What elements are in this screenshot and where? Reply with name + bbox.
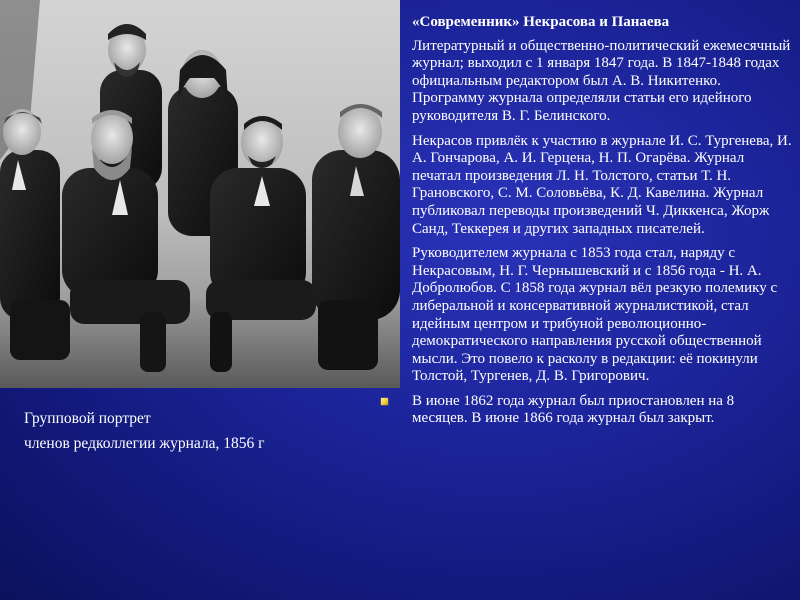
bullet-paragraph: В июне 1862 года журнал был приостановлен на 8 месяцев. В июне 1866 года журнал был закрыт. xyxy=(412,392,735,427)
square-bullet-icon xyxy=(381,398,388,405)
bullet-item xyxy=(412,393,792,428)
group-portrait-photo xyxy=(0,0,400,388)
slide-heading: «Современник» Некрасова и Панаева xyxy=(412,14,670,30)
text-column xyxy=(412,14,792,435)
paragraph-1: Литературный и общественно-политический ежемесячный журнал; выходил с 1 января 1847 года. В 1847-1848 годах официальным редактором был А. В. Никитенко. Программу журнала определяли статьи его идейного руководителя В. Г. Белинского. xyxy=(412,37,791,124)
caption-line-1: Групповой портрет xyxy=(24,410,151,427)
paragraph-3: Руководителем журнала с 1853 года стал, наряду с Некрасовым, Н. Г. Чернышевский и с 1856 года - Н. А. Добролюбов. С 1858 года журнал вёл резкую полемику с либеральной и консервативной журналистикой, стал идейным центром и трибуной революционно-демократического направления русской общественной мысли. Это повело к расколу в редакции: её покинули Толстой, Тургенев, Д. В. Григорович. xyxy=(412,245,778,385)
group-portrait-illustration xyxy=(0,0,400,388)
photo-caption xyxy=(24,406,384,456)
caption-line-2: членов редколлегии журнала, 1856 г xyxy=(24,435,265,452)
paragraph-2: Некрасов привлёк к участию в журнале И. С. Тургенева, И. А. Гончарова, А. И. Герцена, Н. П. Огарёва. Журнал печатал произведения Л. Н. Толстого, статьи Т. Н. Грановского, С. М. Соловьёва, К. Д. Кавелина. Журнал публиковал переводы произведений Ч. Диккенса, Жорж Санд, Теккерея и других западных писателей. xyxy=(412,132,792,237)
